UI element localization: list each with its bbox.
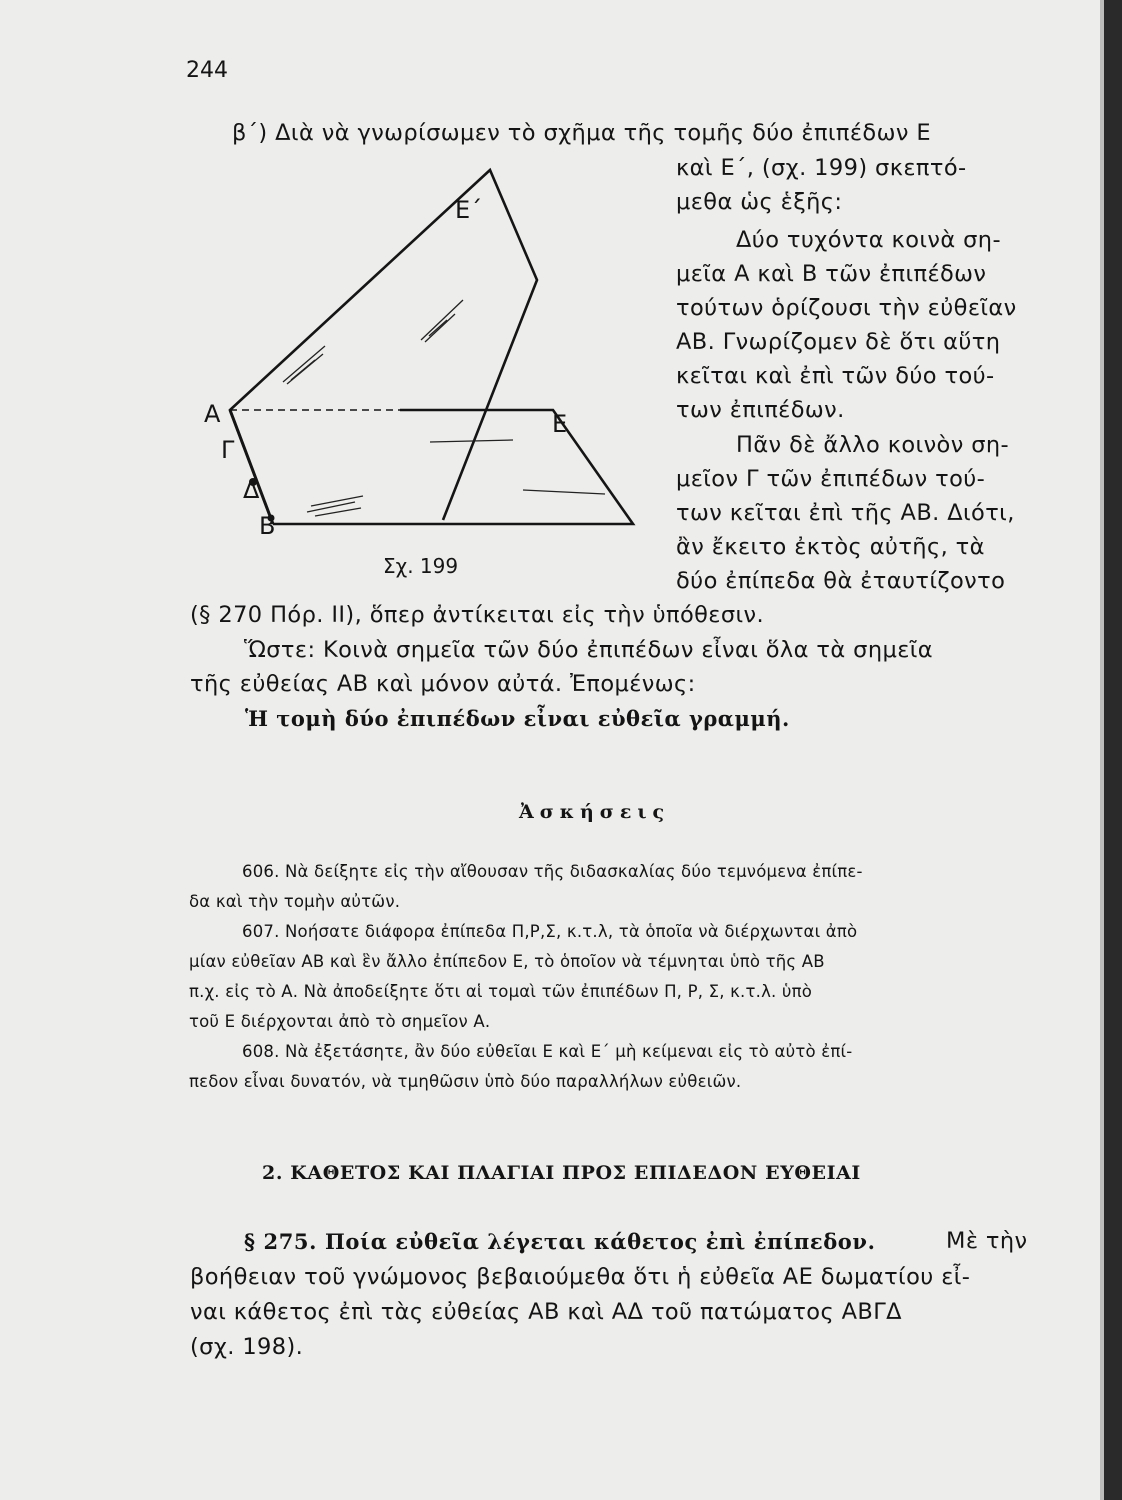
label-e-prime: Ε΄	[455, 196, 483, 224]
para1-line-5: κεῖται καὶ ἐπὶ τῶν δύο τού-	[676, 363, 995, 389]
section-275-title-rest: Μὲ τὴν	[946, 1228, 1028, 1254]
exercise-608-line-1: 608. Νὰ ἐξετάσητε, ἂν δύο εὐθεῖαι Ε καὶ Ε΄ μὴ κείμεναι εἰς τὸ αὐτὸ ἐπί-	[242, 1042, 853, 1061]
para1-line-6: των ἐπιπέδων.	[676, 397, 845, 423]
para2-line-3: των κεῖται ἐπὶ τῆς ΑΒ. Διότι,	[676, 500, 1015, 526]
para1-line-3: τούτων ὁρίζουσι τὴν εὐθεῖαν	[676, 295, 1017, 321]
exercise-607-line-3: π.χ. εἰς τὸ Α. Νὰ ἀποδείξητε ὅτι αἱ τομαὶ τῶν ἐπιπέδων Π, Ρ, Σ, κ.τ.λ. ὑπὸ	[189, 982, 813, 1001]
intro-line-1: β΄) Διὰ νὰ γνωρίσωμεν τὸ σχῆμα τῆς τομῆς δύο ἐπιπέδων Ε	[232, 120, 931, 146]
intro-line-3: μεθα ὡς ἑξῆς:	[676, 189, 843, 215]
para2-continuation: (§ 270 Πόρ. ΙΙ), ὅπερ ἀντίκειται εἰς τὴν ὑπόθεσιν.	[190, 602, 765, 628]
exercises-title: Ἀσκήσεις	[519, 801, 671, 823]
exercise-607-line-1: 607. Νοήσατε διάφορα ἐπίπεδα Π,Ρ,Σ, κ.τ.λ, τὰ ὁποῖα νὰ διέρχωνται ἀπὸ	[242, 922, 858, 941]
label-a: Α	[204, 400, 221, 428]
para1-line-1: Δύο τυχόντα κοινὰ ση-	[736, 227, 1001, 253]
intro-line-2: καὶ Ε΄, (σχ. 199) σκεπτό-	[676, 155, 967, 181]
para2-line-2: μεῖον Γ τῶν ἐπιπέδων τού-	[676, 466, 986, 492]
plane-e-prime-outline	[230, 170, 537, 524]
label-e: Ε	[552, 410, 568, 438]
para1-line-4: ΑΒ. Γνωρίζομεν δὲ ὅτι αὕτη	[676, 329, 1001, 355]
plane-e-outline	[273, 410, 633, 524]
para3-line-1: Ὥστε: Κοινὰ σημεῖα τῶν δύο ἐπιπέδων εἶναι ὅλα τὰ σημεῖα	[244, 637, 934, 663]
figure-199	[185, 160, 655, 590]
section-275-line-2: ναι κάθετος ἐπὶ τὰς εὐθείας ΑΒ καὶ ΑΔ τοῦ πατώματος ΑΒΓΔ	[190, 1299, 902, 1325]
figure-caption: Σχ. 199	[383, 554, 459, 578]
hatching	[283, 300, 605, 516]
label-b: Β	[259, 512, 276, 540]
section-275-line-3: (σχ. 198).	[190, 1334, 304, 1360]
para3-line-2: τῆς εὐθείας ΑΒ καὶ μόνον αὐτά. Ἐπομένως:	[190, 671, 696, 697]
exercise-606-line-2: δα καὶ τὴν τομὴν αὐτῶν.	[189, 892, 401, 911]
exercise-608-line-2: πεδον εἶναι δυνατόν, νὰ τμηθῶσιν ὑπὸ δύο παραλλήλων εὐθειῶν.	[189, 1072, 742, 1091]
exercise-607-line-4: τοῦ Ε διέρχονται ἀπὸ τὸ σημεῖον Α.	[189, 1012, 491, 1031]
exercise-607-line-2: μίαν εὐθεῖαν ΑΒ καὶ ἓν ἄλλο ἐπίπεδον Ε, τὸ ὁποῖον νὰ τέμνηται ὑπὸ τῆς ΑΒ	[189, 952, 825, 971]
theorem-statement: Ἡ τομὴ δύο ἐπιπέδων εἶναι εὐθεῖα γραμμή.	[245, 706, 790, 731]
para2-line-4: ἂν ἔκειτο ἐκτὸς αὐτῆς, τὰ	[676, 534, 985, 560]
section-heading: 2. ΚΑΘΕΤΟΣ ΚΑΙ ΠΛΑΓΙΑΙ ΠΡΟΣ ΕΠΙΔΕΔΟΝ ΕΥΘΕΙΑΙ	[262, 1162, 861, 1184]
section-275-title: § 275. Ποία εὐθεῖα λέγεται κάθετος ἐπὶ ἐπίπεδον.	[244, 1229, 876, 1254]
para2-line-1: Πᾶν δὲ ἄλλο κοινὸν ση-	[736, 432, 1010, 458]
book-edge	[1104, 0, 1122, 1500]
section-275-line-1: βοήθειαν τοῦ γνώμονος βεβαιούμεθα ὅτι ἡ εὐθεῖα ΑΕ δωματίου εἶ-	[190, 1264, 971, 1290]
line-ab	[230, 410, 273, 524]
para2-line-5: δύο ἐπίπεδα θὰ ἐταυτίζοντο	[676, 568, 1006, 594]
label-d: Δ	[243, 476, 260, 504]
para1-line-2: μεῖα Α καὶ Β τῶν ἐπιπέδων	[676, 261, 987, 287]
exercise-606-line-1: 606. Νὰ δείξητε εἰς τὴν αἴθουσαν τῆς διδασκαλίας δύο τεμνόμενα ἐπίπε-	[242, 862, 863, 881]
page-number: 244	[186, 58, 228, 83]
label-g: Γ	[221, 436, 235, 464]
